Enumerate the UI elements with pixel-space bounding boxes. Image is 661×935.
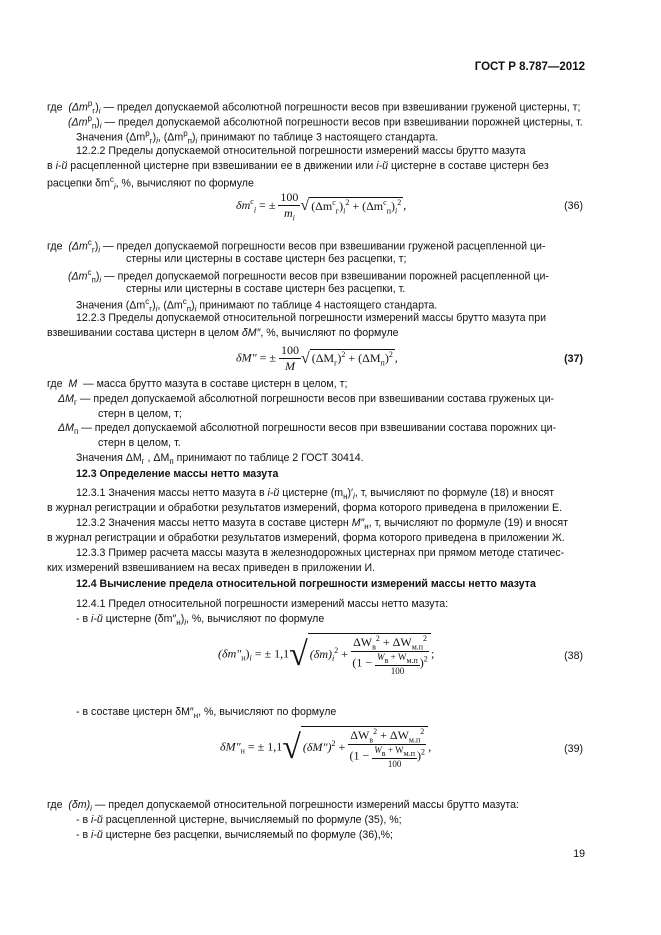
- page-number: 19: [573, 848, 585, 860]
- definition-line: где M — масса брутто мазута в составе цистерн в целом, т;: [47, 378, 348, 390]
- sqrt-icon: √: [300, 349, 310, 367]
- formula-number: (36): [564, 200, 583, 212]
- definition-line: стерн в целом, т;: [98, 408, 182, 420]
- definition-line: $(\Delta m^р_п)_i$ — предел допускаемой абсолютной погрешности весов при взвешивании порожней цистерны, т.: [68, 114, 583, 131]
- document-header: ГОСТ Р 8.787—2012: [474, 61, 585, 73]
- formula-38: $(\delta m''_н)_i$ = ± 1,1√ $(\delta m)_i^2$ + $\Delta W_в^2 + \Delta W_{м.п}^2$ (1 − $\frac{W_в + W_{м.п}}{100}$ )$^2$ ;: [218, 634, 435, 677]
- section-heading: 12.3 Определение массы нетто мазута: [76, 468, 279, 480]
- sqrt-icon: √: [282, 728, 301, 766]
- formula-39: $\delta M''_н$ = ± 1,1√ $(\delta M'')^2$ + $\Delta W_в^2 + \Delta W_{м.п}^2$ (1 − $\frac{W_в + W_{м.п}}{100}$ )$^2$ ,: [220, 727, 432, 770]
- paragraph-line: 12.2.3 Пределы допускаемой относительной погрешности измерений массы брутто мазута при: [76, 312, 547, 324]
- definition-line: стерн в целом, т.: [98, 437, 181, 449]
- sqrt-icon: √: [300, 197, 310, 215]
- definition-line: где $(\Delta m^c_г)_i$ — предел допускаемой погрешности весов при взвешивании груженой расцепленной ци-: [47, 238, 546, 255]
- definition-line: где $(\delta m)_i$ — предел допускаемой относительной погрешности измерений массы брутто мазута:: [47, 799, 519, 814]
- paragraph-line: 12.2.2 Пределы допускаемой относительной погрешности измерений массы брутто мазута: [76, 145, 526, 157]
- paragraph-line: в журнал регистрации и обработки результатов измерений, форма которого приведена в приложении Ж.: [47, 532, 565, 544]
- definition-line: $(\Delta m^c_п)_i$ — предел допускаемой погрешности весов при взвешивании порожней расцепленной ци-: [68, 268, 549, 285]
- paragraph-line: - в составе цистерн $\delta M''_н$, %, вычисляют по формуле: [76, 706, 337, 721]
- formula-36: $\delta m^c_i$ = ± $\frac{100}{m_i}$ √ $(\Delta m^c_г)_i^2 + (\Delta m^c_п)_i^2$ ,: [236, 190, 407, 223]
- formula-number: (37): [564, 353, 583, 365]
- paragraph-line: 12.3.2 Значения массы нетто мазута в составе цистерн $M''_н$, т, вычисляют по формуле (19) и вносят: [76, 517, 569, 532]
- definition-line: $\Delta M_п$ — предел допускаемой абсолютной погрешности весов при взвешивании состава порожних ци-: [58, 422, 557, 437]
- paragraph-line: в i-й расцепленной цистерне при взвешивании ее в движении или i-й цистерне в составе цистерн без: [47, 160, 549, 172]
- paragraph-line: расцепки $\delta m^c_i$, %, вычисляют по формуле: [47, 175, 254, 192]
- values-note: Значения $(\Delta m^р_г)_i$, $(\Delta m^р_п)_i$ принимают по таблице 3 настоящего стандарта.: [76, 129, 439, 146]
- paragraph-line: 12.3.3 Пример расчета массы мазута в железнодорожных цистернах при прямом методе статичес-: [76, 547, 565, 559]
- list-item: - в i-й цистерне без расцепки, вычисляемый по формуле (36),%;: [76, 829, 394, 841]
- paragraph-line: - в i-й цистерне $(\delta m''_н)_i$, %, вычисляют по формуле: [76, 613, 325, 628]
- formula-number: (39): [564, 743, 583, 755]
- sqrt-icon: √: [289, 635, 308, 673]
- paragraph-line: взвешивании состава цистерн в целом δM″, %, вычисляют по формуле: [47, 327, 399, 339]
- formula-number: (38): [564, 650, 583, 662]
- paragraph-line: ких измерений взвешиванием на весах приведен в приложении И.: [47, 562, 376, 574]
- formula-37: δM″ = ± $\frac{100}{M}$ √ $(\Delta M_г)^2 + (\Delta M_п)^2$ ,: [236, 343, 398, 373]
- definition-line: стерны или цистерны в составе цистерн без расцепки, т;: [126, 253, 407, 265]
- definition-line: стерны или цистерны в составе цистерн без расцепки, т.: [126, 283, 406, 295]
- section-heading: 12.4 Вычисление предела относительной погрешности измерений массы нетто мазута: [76, 578, 536, 590]
- paragraph-line: 12.4.1 Предел относительной погрешности измерений массы нетто мазута:: [76, 598, 449, 610]
- values-note: Значения $\Delta M_г$ , $\Delta M_п$ принимают по таблице 2 ГОСТ 30414.: [76, 452, 364, 467]
- values-note: Значения $(\Delta m^c_г)_i$, $(\Delta m^c_п)_i$ принимают по таблице 4 настоящего стандарта.: [76, 297, 438, 314]
- paragraph-line: в журнал регистрации и обработки результатов измерений, форма которого приведена в приложении Е.: [47, 502, 563, 514]
- definition-line: $\Delta M_г$ — предел допускаемой абсолютной погрешности весов при взвешивании состава груженых ци-: [58, 393, 555, 408]
- paragraph-line: 12.3.1 Значения массы нетто мазута в i-й цистерне $(m_н)'_i$, т, вычисляют по формуле (18) и вносят: [76, 487, 555, 502]
- list-item: - в i-й расцепленной цистерне, вычисляемый по формуле (35), %;: [76, 814, 402, 826]
- definition-line: где $(\Delta m^р_г)_i$ — предел допускаемой абсолютной погрешности весов при взвешивании груженой цистерны, т;: [47, 99, 581, 116]
